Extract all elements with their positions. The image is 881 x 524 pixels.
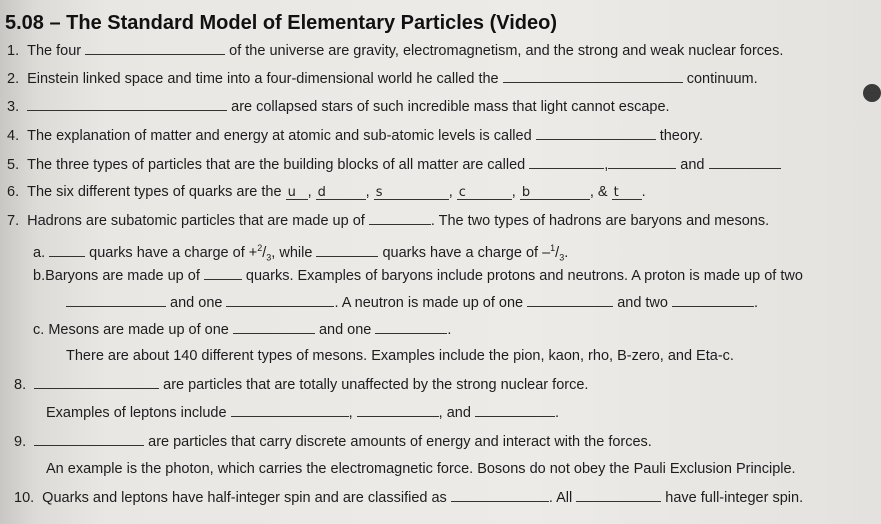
comma: , — [448, 184, 453, 200]
period: . — [754, 295, 759, 311]
period: . — [447, 322, 452, 338]
q-text: Einstein linked space and time into a four-dimensional world he called the — [27, 71, 499, 87]
q-text: Mesons are made up of one — [48, 322, 229, 338]
question-3 — [7, 97, 670, 116]
blank[interactable] — [85, 41, 225, 55]
comma: , — [307, 184, 312, 200]
q-text: and two — [617, 295, 668, 311]
blank[interactable] — [536, 126, 656, 140]
blank[interactable] — [233, 320, 315, 334]
blank[interactable] — [357, 403, 439, 417]
comma: , — [604, 157, 609, 173]
q-label: c. — [33, 322, 45, 338]
q-text: quarks have a charge of – — [382, 244, 551, 261]
q-text: are collapsed stars of such incredible mass that light cannot escape. — [231, 99, 670, 115]
question-2 — [7, 69, 758, 88]
q-text: quarks have a charge of + — [89, 244, 258, 261]
page-title: 5.08 – The Standard Model of Elementary Particles (Video) — [5, 12, 558, 34]
q-num: 8. — [14, 377, 27, 393]
q-num: 7. — [7, 213, 20, 229]
q-text: . The two types of hadrons are baryons and mesons. — [430, 213, 770, 229]
blank[interactable] — [49, 243, 85, 257]
question-7a: a. quarks have a charge of $+^2/_3$, while quarks have a charge of $-^1/_3$. — [33, 243, 569, 263]
q-num: 3. — [7, 99, 20, 115]
question-7 — [7, 211, 769, 230]
blank[interactable] — [375, 320, 447, 334]
q-text: Baryons are made up of — [45, 268, 200, 284]
blank[interactable] — [204, 266, 242, 280]
blank[interactable] — [231, 403, 349, 417]
q-num: 6. — [7, 184, 20, 200]
comma: , — [365, 184, 370, 200]
question-5 — [7, 155, 781, 174]
q-num: 9. — [14, 434, 27, 450]
q-text: and — [680, 157, 705, 173]
numerator: 1 — [550, 243, 556, 253]
question-6 — [7, 183, 646, 201]
question-7c — [33, 320, 451, 339]
numerator: 2 — [257, 243, 263, 253]
q-text: The three types of particles that are the building blocks of all matter are called — [27, 157, 526, 173]
blank-filled[interactable]: u — [286, 186, 308, 200]
blank-filled[interactable]: c — [457, 186, 512, 200]
q-text: . All — [548, 490, 573, 506]
question-9-cont: An example is the photon, which carries the electromagnetic force. Bosons do not obey the Pauli Exclusion Principle. — [46, 461, 796, 477]
q-num: 5. — [7, 157, 20, 173]
q-text: , while — [271, 244, 313, 261]
mesons-note: There are about 140 different types of mesons. Examples include the pion, kaon, rho, B-zero, and Eta-c. — [66, 348, 734, 364]
q-text: theory. — [659, 128, 703, 144]
q-text: The explanation of matter and energy at atomic and sub-atomic levels is called — [27, 128, 532, 144]
q-text: . A neutron is made up of one — [334, 295, 524, 311]
q-text: Quarks and leptons have half-integer spin and are classified as — [42, 490, 447, 506]
blank[interactable] — [369, 211, 431, 225]
blank[interactable] — [451, 488, 549, 502]
q-text: of the universe are gravity, electromagnetism, and the strong and weak nuclear forces. — [229, 43, 784, 59]
question-10 — [14, 488, 803, 507]
period: . — [564, 244, 569, 261]
blank[interactable] — [576, 488, 661, 502]
q-text: have full-integer spin. — [665, 490, 804, 506]
q-text: The six different types of quarks are the — [27, 184, 282, 200]
q-num: 4. — [7, 128, 20, 144]
blank-filled[interactable]: s — [374, 186, 449, 200]
q-text: Examples of leptons include — [46, 405, 227, 421]
blank[interactable] — [34, 432, 144, 446]
blank[interactable] — [503, 69, 683, 83]
question-7b-cont — [66, 293, 758, 312]
blank-filled[interactable]: t — [612, 186, 642, 200]
question-8-cont — [46, 403, 559, 422]
q-text: and one — [318, 322, 372, 338]
q-text: Hadrons are subatomic particles that are made up of — [27, 213, 365, 229]
question-1 — [7, 41, 783, 60]
q-num: 2. — [7, 71, 20, 87]
q-text: are particles that carry discrete amounts of energy and interact with the forces. — [148, 434, 652, 450]
period: . — [554, 405, 559, 421]
question-4 — [7, 126, 703, 145]
q-num: 10. — [14, 490, 35, 506]
period: . — [641, 184, 646, 200]
q-text: quarks. Examples of baryons include protons and neutrons. A proton is made up of two — [245, 268, 803, 284]
q-text: continuum. — [686, 71, 758, 87]
blank-filled[interactable]: d — [316, 186, 366, 200]
hole-punch — [863, 84, 881, 102]
blank[interactable] — [527, 293, 613, 307]
comma: , — [511, 184, 516, 200]
question-8 — [14, 375, 588, 394]
q-label: a. — [33, 244, 46, 261]
blank[interactable] — [672, 293, 754, 307]
ampersand: , & — [589, 184, 608, 200]
blank[interactable] — [608, 155, 676, 169]
blank-filled[interactable]: b — [520, 186, 590, 200]
blank[interactable] — [475, 403, 555, 417]
blank[interactable] — [316, 243, 378, 257]
denominator: 3 — [266, 252, 272, 263]
q-num: 1. — [7, 43, 20, 59]
blank[interactable] — [27, 97, 227, 111]
comma: , — [348, 405, 353, 421]
question-7b — [33, 266, 803, 285]
q-text: are particles that are totally unaffected by the strong nuclear force. — [163, 377, 589, 393]
q-text: and one — [170, 295, 223, 311]
q-label: b. — [33, 268, 46, 284]
denominator: 3 — [559, 252, 565, 263]
blank[interactable] — [529, 155, 604, 169]
blank[interactable] — [226, 293, 334, 307]
question-9 — [14, 432, 652, 451]
q-text: The four — [27, 43, 82, 59]
blank[interactable] — [66, 293, 166, 307]
blank[interactable] — [34, 375, 159, 389]
blank[interactable] — [709, 155, 781, 169]
q-text: , and — [438, 405, 471, 421]
